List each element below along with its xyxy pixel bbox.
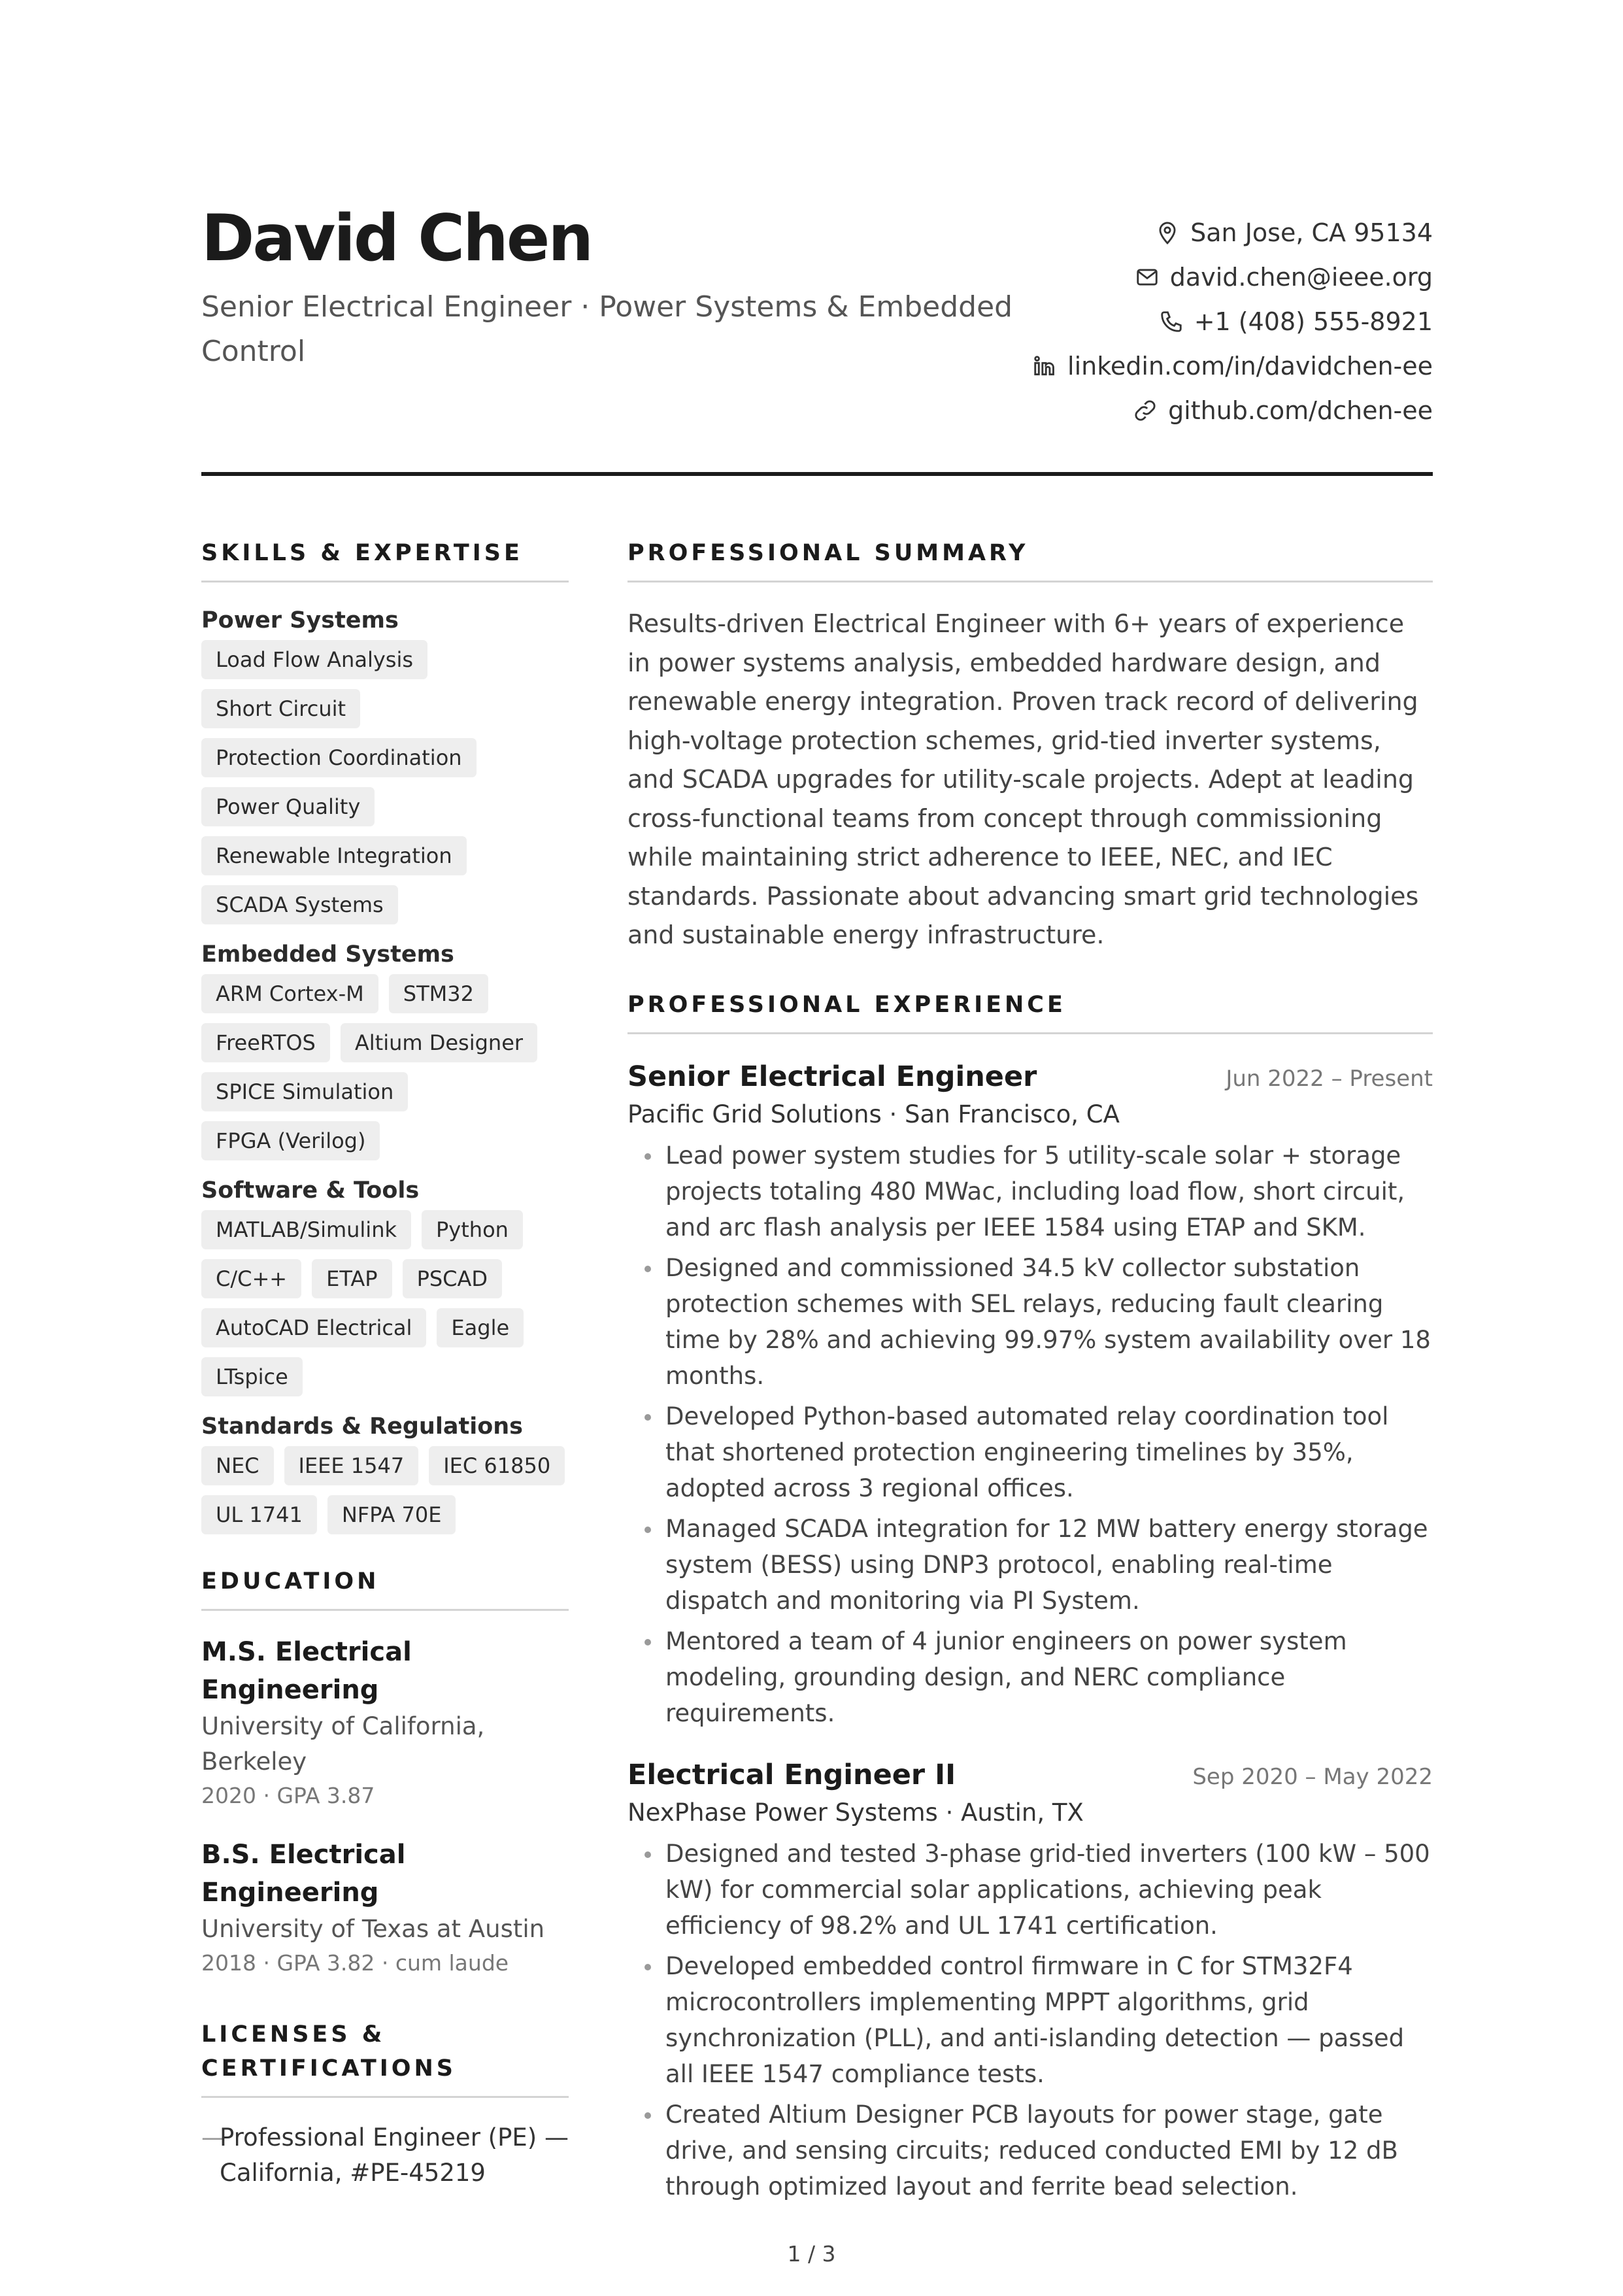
skill-chip: Power Quality [201,787,375,826]
job-bullets [627,1836,1433,2204]
candidate-name: David Chen [201,201,592,276]
skill-chip: IEC 61850 [429,1446,565,1485]
skill-chip: SPICE Simulation [201,1072,408,1111]
job-bullet: Lead power system studies for 5 utility-scale solar + storage projects totaling 480 MWac, including load flow, short circuit, and arc flash analysis per IEEE 1584 using ETAP and SKM. [627,1138,1433,1245]
contact-github-text[interactable]: github.com/dchen-ee [1168,396,1433,425]
licenses-section-title: LICENSES & CERTIFICATIONS [201,2021,457,2082]
school-name: University of California, Berkeley [201,1712,485,1776]
skill-chip: MATLAB/Simulink [201,1210,411,1249]
job-bullet: Created Altium Designer PCB layouts for power stage, gate drive, and sensing circuits; reduced conducted EMI by 12 dB through optimized layout and ferrite bead selection. [627,2097,1433,2204]
skill-chip: AutoCAD Electrical [201,1308,426,1347]
skill-chip: IEEE 1547 [284,1446,419,1485]
map-pin-icon [1155,220,1180,245]
section-divider [201,1609,569,1611]
skill-chip: NEC [201,1446,274,1485]
job-company: NexPhase Power Systems · Austin, TX [627,1798,1084,1827]
summary-text: Results-driven Electrical Engineer with 6+ years of experience in power systems analysis, embedded hardware design, and renewable energy integration. Proven track record of delivering high-voltage protection schemes, grid-tied inverter systems, and SCADA upgrades for utility-scale projects. Adept at leading cross-functional teams from concept through commissioning while maintaining strict adherence to IEEE, NEC, and IEC standards. Passionate about advancing smart grid technologies and sustainable energy infrastructure. [627,609,1419,949]
contact-email[interactable] [1032,255,1433,299]
skill-category-label: Software & Tools [201,1177,420,1204]
skill-chips [201,640,569,924]
skill-category-label: Embedded Systems [201,941,454,968]
job-entry [627,1755,1433,2204]
skill-category-power [201,605,569,924]
skill-chips [201,1446,569,1534]
education-section-title: EDUCATION [201,1568,380,1595]
job-header [627,1755,1433,1795]
cert-dash: — [201,2123,226,2152]
skill-chip: Renewable Integration [201,836,467,875]
skill-chip: ETAP [312,1259,392,1298]
skill-chip: FreeRTOS [201,1023,330,1062]
skill-category-label: Standards & Regulations [201,1413,523,1440]
skill-chip: Load Flow Analysis [201,640,427,679]
education-entry [201,1836,569,1980]
degree-title: M.S. Electrical Engineering [201,1637,412,1705]
skill-chip: PSCAD [403,1259,502,1298]
job-title: Electrical Engineer II [627,1758,956,1791]
contact-linkedin-text[interactable]: linkedin.com/in/davidchen-ee [1067,352,1433,380]
education-entry [201,1633,569,1812]
job-bullet: Designed and tested 3-phase grid-tied inverters (100 kW – 500 kW) for commercial solar applications, achieving peak efficiency of 98.2% and UL 1741 certification. [627,1836,1433,1944]
job-entry [627,1056,1433,1731]
sidebar-column [201,536,569,2191]
section-divider [627,581,1433,582]
job-bullet: Designed and commissioned 34.5 kV collector substation protection schemes with SEL relays, reducing fault clearing time by 28% and achieving 99.97% system availability over 18 months. [627,1250,1433,1394]
skill-chip: STM32 [389,974,488,1013]
contact-linkedin[interactable] [1032,344,1433,388]
experience-section-title: PROFESSIONAL EXPERIENCE [627,991,1066,1018]
page-number: 1 / 3 [787,2241,836,2267]
skill-category-software [201,1175,569,1396]
mail-icon [1135,265,1160,290]
school-name: University of Texas at Austin [201,1915,545,1943]
skill-chip: Eagle [437,1308,524,1347]
contact-location-text: San Jose, CA 95134 [1190,218,1433,247]
section-divider [201,581,569,582]
skill-category-standards [201,1411,569,1534]
link-icon [1133,398,1158,423]
header-divider [201,472,1433,476]
linkedin-icon [1032,354,1057,379]
main-column [627,536,1433,2228]
skill-category-label: Power Systems [201,607,399,633]
section-divider [201,2096,569,2098]
job-company: Pacific Grid Solutions · San Francisco, CA [627,1100,1120,1128]
skill-chip: Protection Coordination [201,738,477,777]
job-header [627,1056,1433,1097]
skill-chip: ARM Cortex-M [201,974,378,1013]
education-meta: 2020 · GPA 3.87 [201,1783,375,1808]
skill-chip: C/C++ [201,1259,301,1298]
contact-github[interactable] [1032,388,1433,433]
job-bullet: Mentored a team of 4 junior engineers on power system modeling, grounding design, and NERC compliance requirements. [627,1623,1433,1731]
contact-location [1032,211,1433,255]
certification-item [201,2120,569,2191]
summary-section-title: PROFESSIONAL SUMMARY [627,540,1029,566]
job-title: Senior Electrical Engineer [627,1060,1037,1093]
contact-phone-text[interactable]: +1 (408) 555-8921 [1194,307,1433,336]
skill-chip: Altium Designer [341,1023,537,1062]
skill-chip: SCADA Systems [201,885,398,924]
skill-chip: Short Circuit [201,689,360,728]
skill-chip: NFPA 70E [327,1495,456,1534]
skill-chip: UL 1741 [201,1495,317,1534]
phone-icon [1159,309,1184,334]
skill-chip: LTspice [201,1357,303,1396]
contact-email-text[interactable]: david.chen@ieee.org [1169,263,1433,292]
certification-text: Professional Engineer (PE) — California, #PE-45219 [220,2123,569,2187]
section-divider [627,1032,1433,1034]
skill-category-embedded [201,939,569,1160]
contact-phone[interactable] [1032,299,1433,344]
skill-chip: FPGA (Verilog) [201,1121,380,1160]
education-meta: 2018 · GPA 3.82 · cum laude [201,1950,509,1976]
job-bullet: Developed Python-based automated relay coordination tool that shortened protection engineering timelines by 35%, adopted across 3 regional offices. [627,1398,1433,1506]
job-bullet: Developed embedded control firmware in C for STM32F4 microcontrollers implementing MPPT algorithms, grid synchronization (PLL), and anti-islanding detection — passed all IEEE 1547 compliance tests. [627,1948,1433,2092]
job-bullet: Managed SCADA integration for 12 MW battery energy storage system (BESS) using DNP3 protocol, enabling real-time dispatch and monitoring via PI System. [627,1511,1433,1619]
job-dates: Sep 2020 – May 2022 [1192,1763,1433,1790]
job-bullets [627,1138,1433,1731]
candidate-tagline: Senior Electrical Engineer · Power Systems & Embedded Control [201,290,1013,368]
skill-chip: Python [422,1210,523,1249]
skill-chips [201,974,569,1160]
skills-section-title: SKILLS & EXPERTISE [201,540,523,566]
degree-title: B.S. Electrical Engineering [201,1840,406,1908]
contact-info [1032,211,1433,433]
job-dates: Jun 2022 – Present [1226,1065,1433,1092]
skill-chips [201,1210,569,1396]
